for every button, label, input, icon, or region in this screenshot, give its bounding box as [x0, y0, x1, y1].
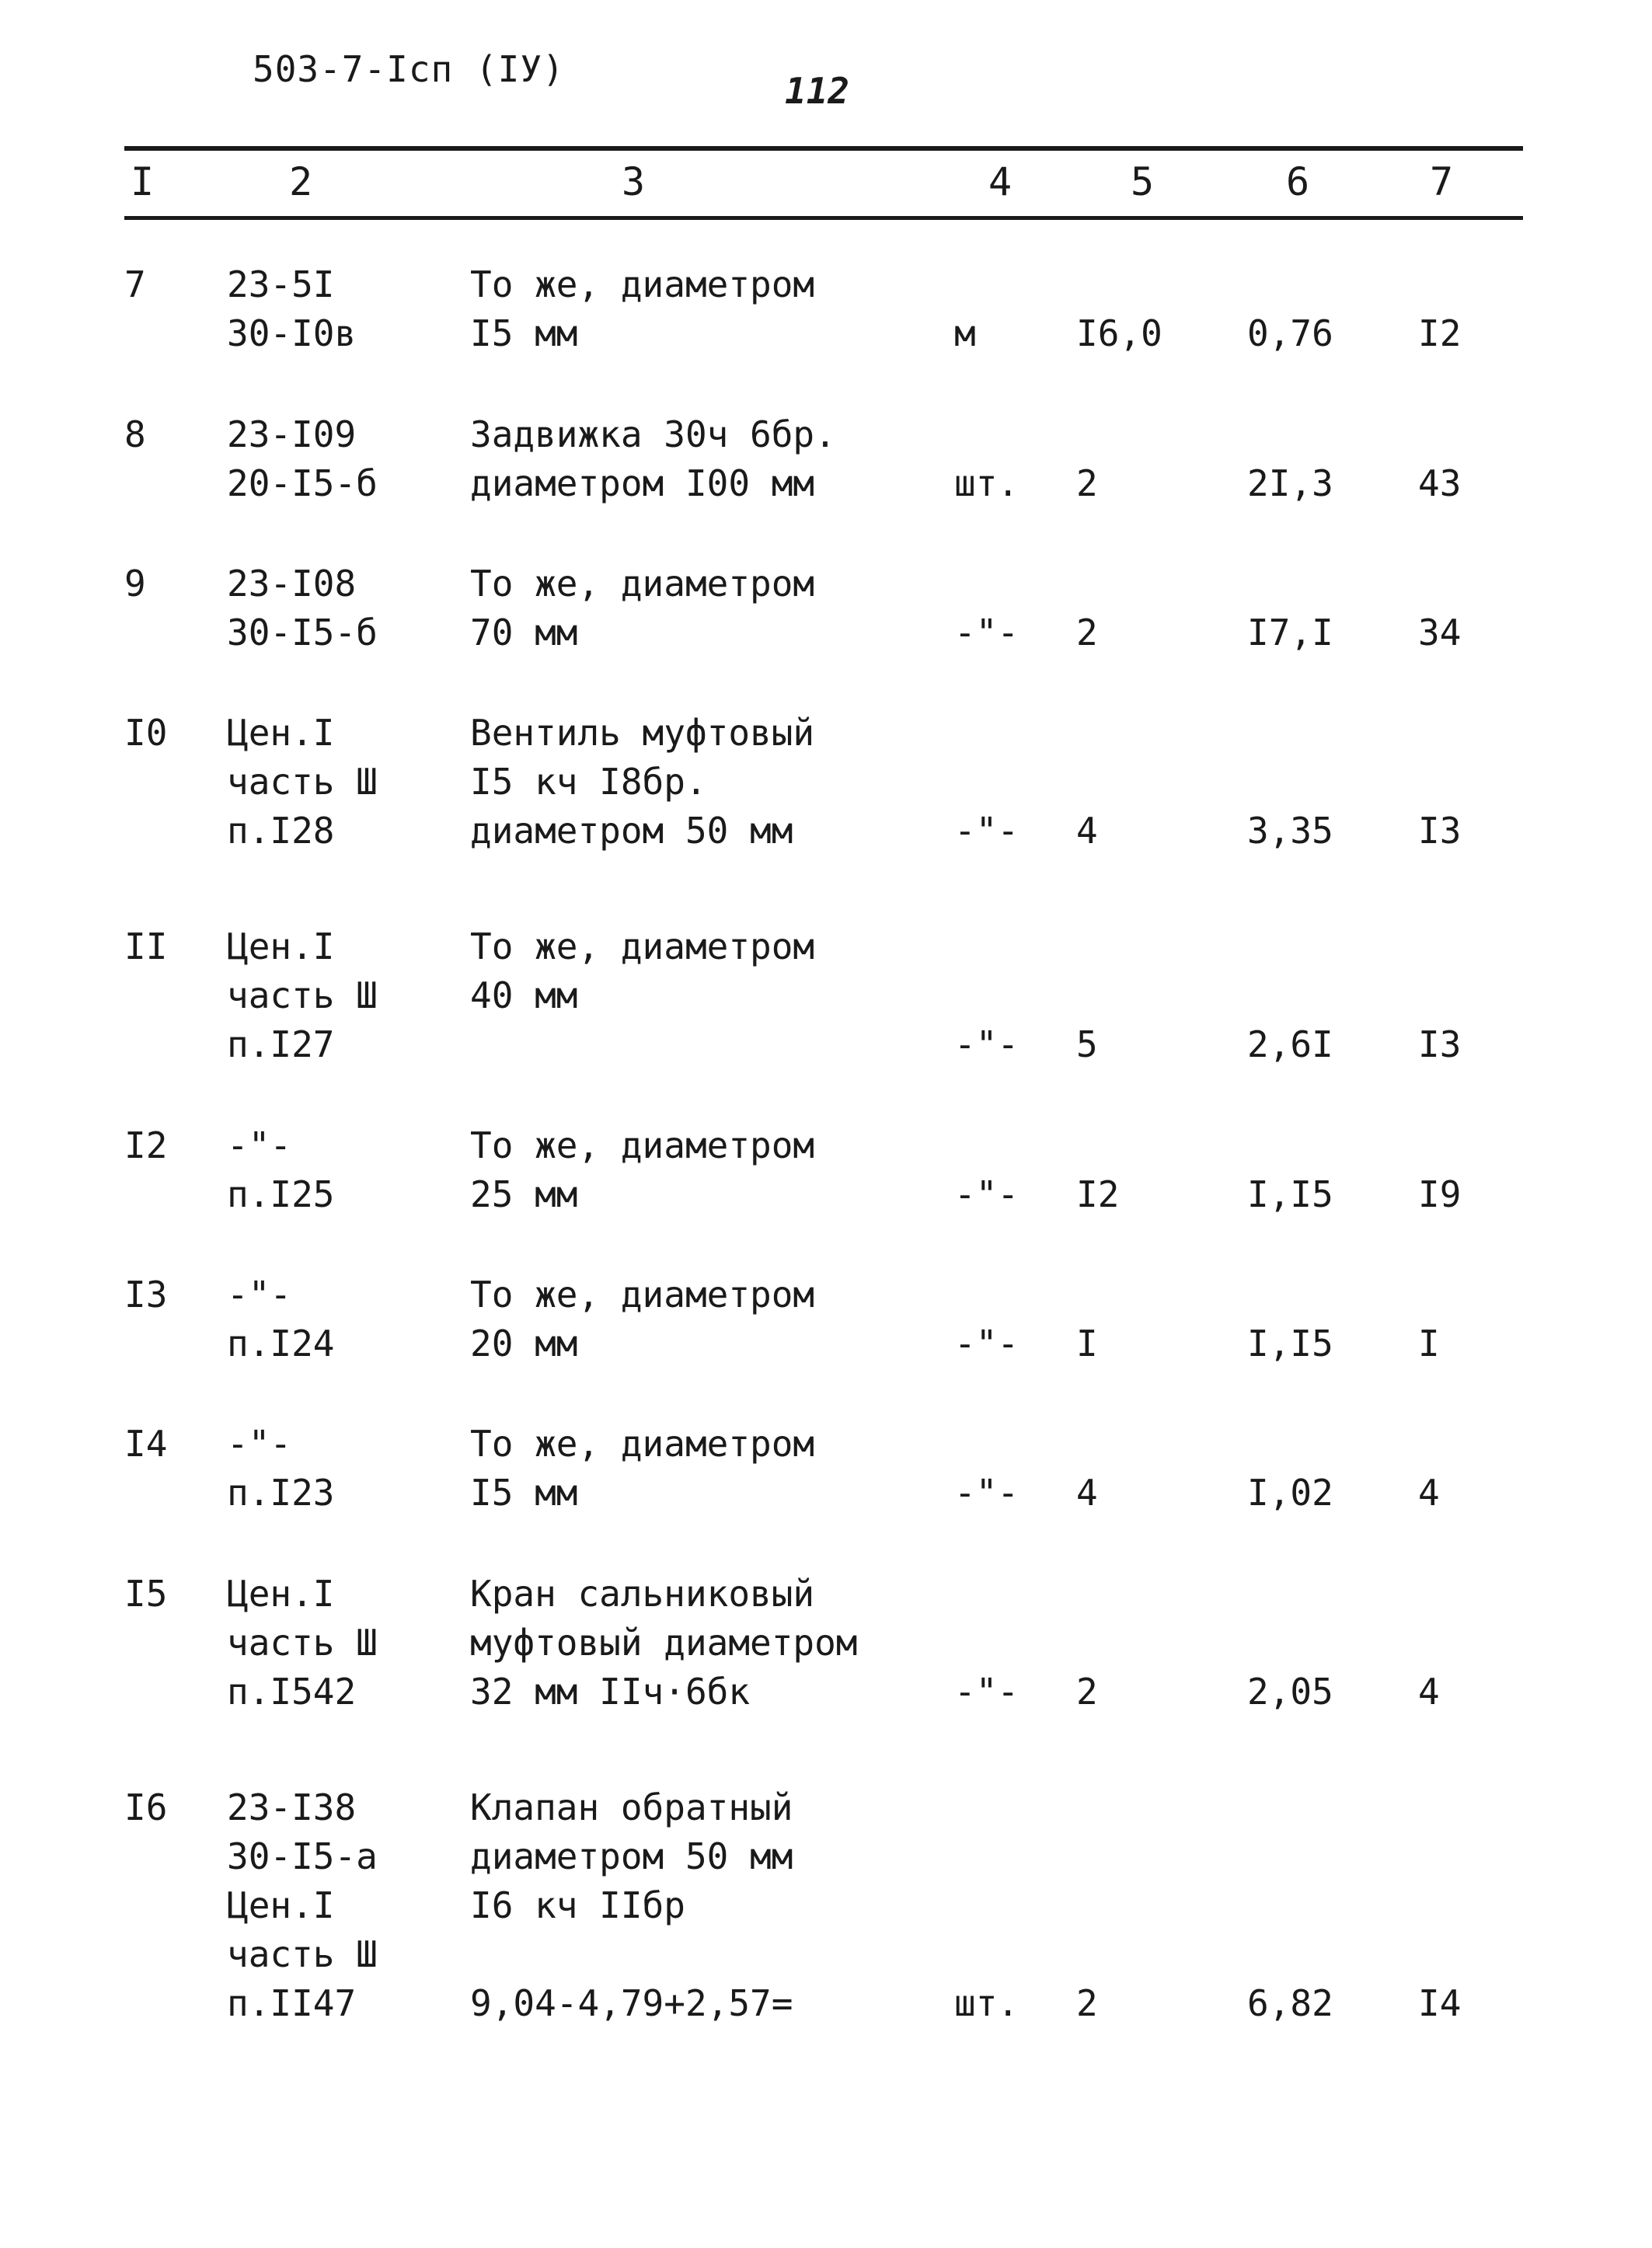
- item-description-line: Вентиль муфтовый: [470, 712, 815, 754]
- row-number: I6: [124, 1786, 168, 1828]
- item-description-line: 40 мм: [470, 974, 578, 1016]
- item-description-line: диаметром 50 мм: [470, 810, 793, 852]
- item-description-line: То же, диаметром: [470, 1274, 815, 1316]
- unit: -"-: [954, 1323, 1019, 1364]
- price-code: [227, 260, 356, 358]
- price-code-line: 23-I09: [227, 413, 357, 455]
- item-description: [470, 410, 836, 508]
- document-code: 503-7-Iсп (IУ): [253, 48, 565, 90]
- price-code: [227, 1783, 378, 2028]
- column-header-6: 6: [1286, 159, 1310, 204]
- item-description-line: 32 мм IIч·6бк: [470, 1671, 751, 1713]
- item-description-line: 70 мм: [470, 612, 578, 653]
- item-description: [470, 1270, 814, 1368]
- price-code-line: п.II47: [227, 1982, 357, 2024]
- item-description-line: Кран сальниковый: [470, 1573, 815, 1615]
- item-description-line: I5 кч I8бр.: [470, 761, 707, 803]
- price-code-line: п.I24: [227, 1323, 335, 1364]
- price-code: [227, 410, 378, 508]
- price-code-line: 30-I5-а: [227, 1835, 378, 1877]
- price-code-line: 20-I5-б: [227, 462, 378, 504]
- item-description: [470, 559, 814, 657]
- price-code-line: часть Ш: [227, 1622, 378, 1664]
- column-header-2: 2: [289, 159, 313, 204]
- price-code-line: п.I28: [227, 810, 335, 852]
- unit-price: I,I5: [1247, 1323, 1333, 1364]
- unit: -"-: [954, 1671, 1019, 1713]
- price-code: [227, 1121, 334, 1219]
- unit-price: 6,82: [1247, 1982, 1333, 2024]
- item-description-line: 25 мм: [470, 1173, 578, 1215]
- row-number: II: [124, 925, 168, 967]
- page-number: 112: [785, 70, 850, 112]
- price-code-line: Цен.I: [227, 1884, 335, 1926]
- unit: -"-: [954, 1472, 1019, 1514]
- total-cost: 43: [1418, 462, 1462, 504]
- quantity: 2: [1076, 612, 1098, 653]
- quantity: 2: [1076, 462, 1098, 504]
- unit: -"-: [954, 1173, 1019, 1215]
- row-number: I4: [124, 1423, 168, 1465]
- item-description-line: I5 мм: [470, 312, 578, 354]
- column-header-5: 5: [1131, 159, 1155, 204]
- item-description-line: То же, диаметром: [470, 263, 815, 305]
- column-header-7: 7: [1430, 159, 1454, 204]
- item-description: [470, 709, 814, 856]
- row-number: I0: [124, 712, 168, 754]
- unit-price: 2,6I: [1247, 1023, 1333, 1065]
- unit-price: 2,05: [1247, 1671, 1333, 1713]
- unit: -"-: [954, 810, 1019, 852]
- price-code-line: -"-: [227, 1124, 292, 1166]
- row-number: I3: [124, 1274, 168, 1316]
- item-description-line: муфтовый диаметром: [470, 1622, 858, 1664]
- total-cost: I9: [1418, 1173, 1462, 1215]
- item-description-line: То же, диаметром: [470, 563, 815, 605]
- price-code: [227, 1570, 378, 1716]
- unit: шт.: [954, 462, 1019, 504]
- price-code-line: 23-I38: [227, 1786, 357, 1828]
- unit: -"-: [954, 1023, 1019, 1065]
- price-code-line: -"-: [227, 1423, 292, 1465]
- item-description: [470, 1570, 858, 1716]
- column-header-3: 3: [622, 159, 646, 204]
- price-code-line: часть Ш: [227, 1933, 378, 1975]
- price-code-line: п.I542: [227, 1671, 357, 1713]
- row-number: 8: [124, 413, 146, 455]
- table-header-rule: [124, 216, 1523, 220]
- price-code-line: п.I25: [227, 1173, 335, 1215]
- quantity: 5: [1076, 1023, 1098, 1065]
- item-description: [470, 1420, 814, 1518]
- price-code: [227, 922, 378, 1069]
- item-description-line: То же, диаметром: [470, 925, 815, 967]
- price-code-line: 23-5I: [227, 263, 335, 305]
- item-description-line: Клапан обратный: [470, 1786, 793, 1828]
- item-description-line: диаметром 50 мм: [470, 1835, 793, 1877]
- total-cost: I: [1418, 1323, 1440, 1364]
- unit-price: 2I,3: [1247, 462, 1333, 504]
- price-code: [227, 1420, 334, 1518]
- price-code-line: Цен.I: [227, 1573, 335, 1615]
- total-cost: I3: [1418, 1023, 1462, 1065]
- price-code: [227, 709, 378, 856]
- unit: м: [954, 312, 976, 354]
- unit-price: I,I5: [1247, 1173, 1333, 1215]
- row-number: I5: [124, 1573, 168, 1615]
- item-description-line: [470, 1930, 793, 1979]
- total-cost: 4: [1418, 1671, 1440, 1713]
- row-number: I2: [124, 1124, 168, 1166]
- item-description-line: 20 мм: [470, 1323, 578, 1364]
- unit: -"-: [954, 612, 1019, 653]
- item-description-line: [470, 1020, 814, 1069]
- price-code-line: Цен.I: [227, 712, 335, 754]
- quantity: I6,0: [1076, 312, 1162, 354]
- price-code-line: часть Ш: [227, 761, 378, 803]
- item-description-line: То же, диаметром: [470, 1124, 815, 1166]
- price-code-line: 30-I0в: [227, 312, 357, 354]
- quantity: 4: [1076, 810, 1098, 852]
- price-code-line: часть Ш: [227, 974, 378, 1016]
- price-code-line: -"-: [227, 1274, 292, 1316]
- price-code-line: 23-I08: [227, 563, 357, 605]
- item-description: [470, 1121, 814, 1219]
- item-description-line: I5 мм: [470, 1472, 578, 1514]
- total-cost: I2: [1418, 312, 1462, 354]
- quantity: I2: [1076, 1173, 1120, 1215]
- total-cost: I3: [1418, 810, 1462, 852]
- quantity: 4: [1076, 1472, 1098, 1514]
- table-top-rule: [124, 146, 1523, 151]
- row-number: 7: [124, 263, 146, 305]
- price-code: [227, 559, 378, 657]
- price-code-line: 30-I5-б: [227, 612, 378, 653]
- unit-price: I7,I: [1247, 612, 1333, 653]
- item-description: [470, 1783, 793, 2028]
- unit-price: I,02: [1247, 1472, 1333, 1514]
- price-code-line: Цен.I: [227, 925, 335, 967]
- quantity: I: [1076, 1323, 1098, 1364]
- item-description-line: I6 кч IIбр: [470, 1884, 685, 1926]
- total-cost: 4: [1418, 1472, 1440, 1514]
- total-cost: I4: [1418, 1982, 1462, 2024]
- item-description: [470, 922, 814, 1069]
- price-code-line: п.I27: [227, 1023, 335, 1065]
- row-number: 9: [124, 563, 146, 605]
- column-header-1: I: [131, 159, 155, 204]
- item-description-line: То же, диаметром: [470, 1423, 815, 1465]
- unit: шт.: [954, 1982, 1019, 2024]
- price-code-line: п.I23: [227, 1472, 335, 1514]
- item-description-line: Задвижка 30ч 6бр.: [470, 413, 836, 455]
- column-header-4: 4: [988, 159, 1012, 204]
- total-cost: 34: [1418, 612, 1462, 653]
- item-description: [470, 260, 814, 358]
- quantity: 2: [1076, 1982, 1098, 2024]
- item-description-line: 9,04-4,79+2,57=: [470, 1982, 793, 2024]
- unit-price: 3,35: [1247, 810, 1333, 852]
- price-code: [227, 1270, 334, 1368]
- item-description-line: диаметром I00 мм: [470, 462, 815, 504]
- quantity: 2: [1076, 1671, 1098, 1713]
- unit-price: 0,76: [1247, 312, 1333, 354]
